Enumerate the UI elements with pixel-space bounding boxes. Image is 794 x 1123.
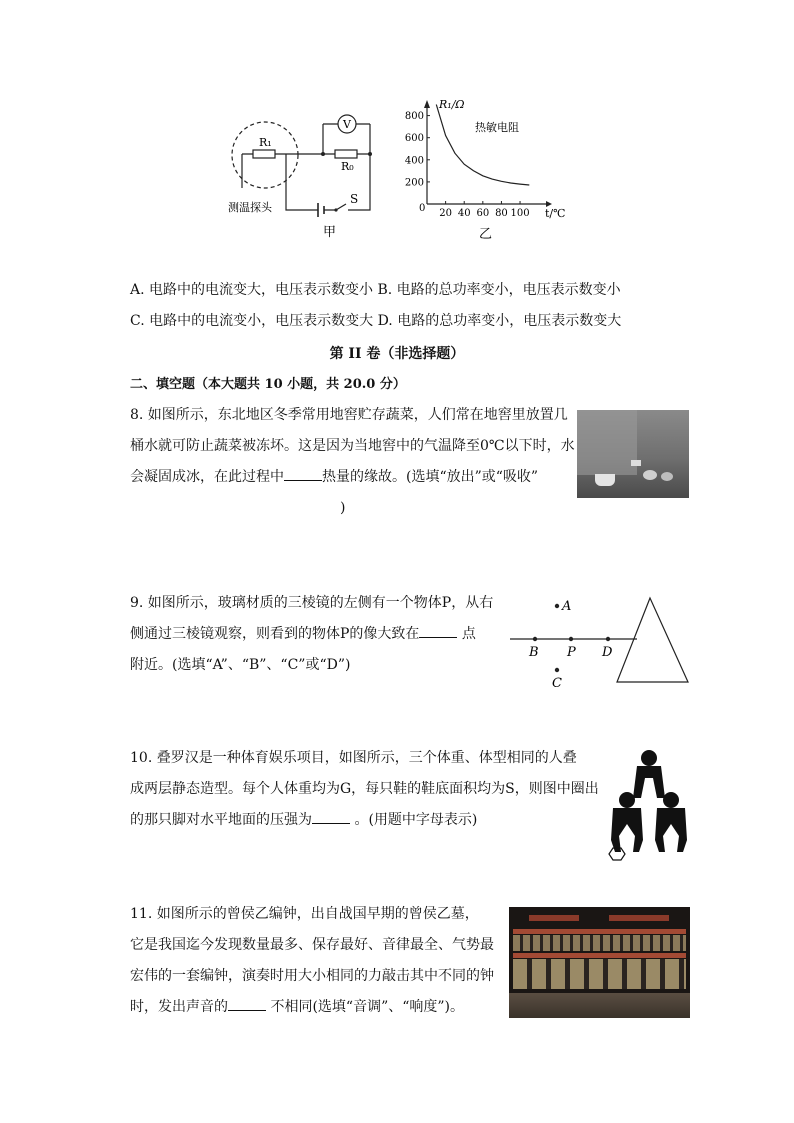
x-axis-label: t/℃ (545, 207, 566, 220)
label-d: D (602, 645, 613, 660)
y-tick-label: 200 (405, 177, 424, 189)
x-tick-label: 40 (457, 208, 471, 219)
switch-icon (336, 204, 346, 210)
y-tick-label: 800 (405, 111, 424, 123)
thermistor-chart (405, 92, 575, 242)
circuit-figure (220, 110, 400, 240)
y-tick-label: 400 (405, 155, 424, 167)
point-d (606, 637, 610, 641)
r0-resistor (335, 150, 357, 158)
q10-line-3: 的那只脚对水平地面的压强为 。(用题中字母表示) (130, 805, 599, 836)
q9-line-3: 附近。(选填“A”、“B”、“C”或“D”) (130, 657, 351, 673)
q10-answer-blank (312, 809, 350, 824)
q9-answer-blank (419, 623, 457, 638)
x-tick-label: 80 (495, 208, 508, 219)
question-9 (130, 588, 493, 681)
question-10 (130, 743, 599, 836)
q8-line-4: ) (340, 500, 346, 516)
human-pyramid-figure (605, 748, 695, 863)
section-title: 第 II 卷（非选择题） (329, 346, 465, 362)
origin-label: 0 (419, 203, 426, 214)
q8-line-3: 会凝固成冰，在此过程中 热量的缘故。(选填“放出”或“吸收” (130, 462, 575, 493)
q8-answer-blank (284, 466, 322, 481)
label-p: P (567, 645, 576, 660)
q7-option-line-1: A. 电路中的电流变大，电压表示数变小 B. 电路的总功率变小，电压表示数变小 (130, 282, 621, 298)
y-axis-label: R₁/Ω (439, 98, 465, 111)
r0-label: R₀ (341, 160, 354, 173)
r1-label: R₁ (259, 136, 272, 149)
q11-line-2: 它是我国迄今发现数量最多、保存最好、音律最全、气势最 (130, 937, 494, 953)
s-label: S (350, 192, 359, 206)
x-tick-label: 100 (510, 208, 530, 219)
q11-line-4: 时，发出声音的 不相同(选填“音调”、“响度”)。 (130, 992, 494, 1023)
probe-label: 测温探头 (228, 201, 272, 214)
x-tick-label: 60 (476, 208, 490, 219)
q8-line-1: 8. 如图所示，东北地区冬季常用地窖贮存蔬菜，人们常在地窖里放置几 (130, 407, 568, 423)
circuit-caption: 甲 (323, 225, 337, 240)
q9-line-1: 9. 如图所示，玻璃材质的三棱镜的左侧有一个物体P，从右 (130, 595, 494, 611)
q11-line-1: 11. 如图所示的曾侯乙编钟，出自战国早期的曾侯乙墓， (130, 906, 479, 922)
label-b: B (529, 645, 539, 660)
chart-axes (427, 104, 550, 204)
v-label: V (343, 118, 351, 131)
q7-option-line-2: C. 电路中的电流变小，电压表示数变大 D. 电路的总功率变小，电压表示数变大 (130, 313, 622, 329)
point-c (555, 668, 559, 672)
label-c: C (552, 676, 562, 690)
prism-triangle (617, 598, 688, 682)
graph-caption: 乙 (479, 227, 493, 242)
q10-line-1: 10. 叠罗汉是一种体育娱乐项目，如图所示，三个体重、体型相同的人叠 (130, 750, 577, 766)
point-p (569, 637, 573, 641)
q9-line-2: 侧通过三棱镜观察，则看到的物体P的像大致在 点 (130, 619, 493, 650)
q11-answer-blank (228, 996, 266, 1011)
section-subtitle: 二、填空题（本大题共 10 小题，共 20.0 分） (130, 377, 406, 392)
x-tick-label: 20 (439, 208, 452, 219)
label-a: A (562, 599, 572, 614)
y-tick-label: 600 (405, 133, 424, 145)
question-11 (130, 899, 494, 1023)
cellar-photo (577, 410, 689, 498)
question-8 (130, 400, 575, 524)
q10-line-2: 成两层静态造型。每个人体重均为G，每只鞋的鞋底面积均为S，则图中圈出 (130, 781, 599, 797)
battery-icon (318, 203, 324, 217)
series-line-thermistor (436, 105, 529, 186)
prism-figure (505, 590, 695, 690)
point-b (533, 637, 537, 641)
q11-line-3: 宏伟的一套编钟，演奏时用大小相同的力敲击其中不同的钟 (130, 968, 494, 984)
point-a (555, 604, 559, 608)
curve-label: 热敏电阻 (475, 121, 519, 134)
r1-resistor (253, 150, 275, 158)
q8-line-2: 桶水就可防止蔬菜被冻坏。这是因为当地窖中的气温降至0℃以下时，水 (130, 438, 575, 454)
bianzhong-photo (509, 907, 690, 1018)
